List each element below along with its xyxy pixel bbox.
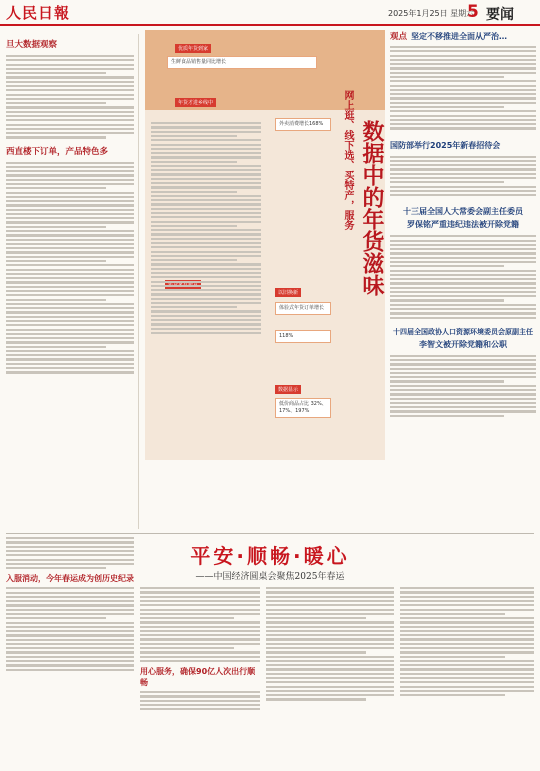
column-divider [138,34,139,529]
hero-side-title: 网上逛、线下选、买特产，服务 [342,90,353,230]
comment-body [390,46,536,130]
left-title-1: 旦大数据观察 [6,40,58,50]
comment-title: 坚定不移推进全面从严治… [411,31,508,41]
hero-body-text [151,120,261,450]
hero-stat-2: 外卖消费增长168% [275,118,331,131]
right-body-2 [390,235,536,319]
newspaper-logo: 人民日報 [6,4,71,22]
masthead [0,0,540,26]
right-body-3 [390,355,536,417]
bottom-right-column [400,585,534,765]
left-title-3: 入服消动，今年春运成为创历史纪录 [6,574,134,584]
right-column [390,30,536,530]
section-rule [6,533,534,534]
bottom-subheadline: ——中国经济圆桌会聚焦2025年春运 [195,572,345,582]
hero-stat-4: 低价商品占比 32%、17%、197% [275,398,331,418]
bottom-headline: 平安·顺畅·暖心 [190,544,350,568]
bottom-left-body-2 [6,587,134,671]
hero-tag-3: 以旧换新 [275,288,301,297]
right-title-2b: 罗保铭严重违纪违法被开除党籍 [407,220,519,230]
left-title-2: 西直楼下订单，产品特色多 [6,146,109,157]
hero-main-title: 数据中的年货滋味 [359,120,384,296]
page-number: 5 [467,2,479,22]
bottom-left-column [6,535,134,765]
hero-tag-2: 年货才进乡线中 [175,98,216,107]
right-title-3b: 李智文被开除党籍和公职 [419,339,507,349]
right-title-2a: 十三届全国人大常委会副主任委员 [403,207,523,217]
hero-infographic [145,30,385,460]
left-column [6,34,134,529]
page-name: 要闻 [486,7,514,23]
hero-tag-1: 优质年货到家 [175,44,211,53]
comment-label: 观点 [390,32,408,42]
left-title-4: 用心服务，确保90亿人次出行顺畅 [140,667,256,688]
body-text [6,55,134,139]
right-title-1: 国防部举行2025年新春招待会 [390,140,501,150]
right-title-3a: 十四届全国政协人口资源环境委员会原副主任 [393,327,533,336]
bottom-left-body [6,537,134,569]
comment-header [390,30,536,42]
bottom-middle-column-1 [140,585,260,765]
hero-stat-1: 生鲜食品销售量同比增长 [167,56,317,69]
hero-tag-4: 数据显示 [275,385,301,394]
right-body-1 [390,156,536,197]
bottom-middle-column-2 [266,585,394,765]
body-text-2 [6,162,134,374]
hero-stat-5: 118% [275,330,331,343]
issue-date: 2025年1月25日 星期六 [388,9,475,18]
hero-stat-3: 体验式年货订单增长 [275,302,331,315]
